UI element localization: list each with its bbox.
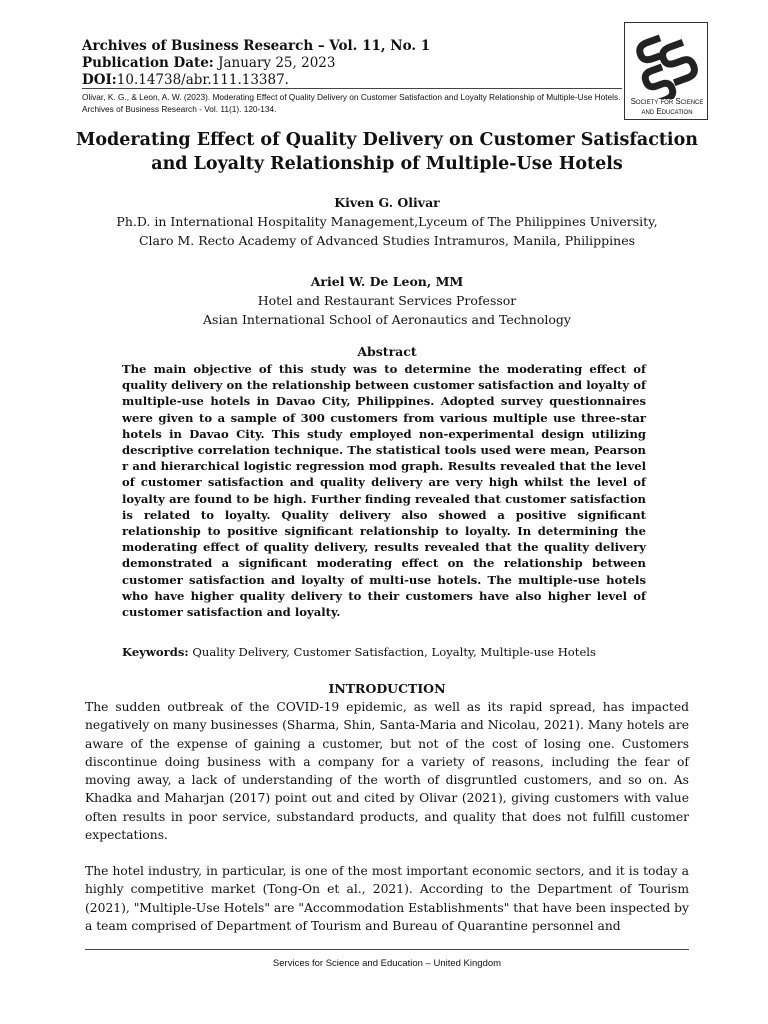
keywords [122,645,662,659]
author-affiliation: Hotel and Restaurant Services Professor [257,293,517,308]
logo-text-line1: Society for Science [630,97,704,106]
introduction-paragraph-1: The sudden outbreak of the COVID-19 epidemic, as well as its rapid spread, has impacted negatively on many businesses (Sharma, Shin, Santa-Maria and Nicolau, 2021). Many hotels are aware of the expense of gaining a customer, but not of the cost of losing one. Customers discontinue doing business with a company for a variety of reasons, including the fear of moving away, a lack of understanding of the worth of disgruntled customers, and so on. As Khadka and Maharjan (2017) point out and cited by Olivar (2021), giving customers with value often results in poor service, substandard products, and quality that does not fulfill customer expectations. [85,700,689,843]
author-block-2 [60,272,714,329]
author-name: Ariel W. De Leon, MM [310,274,464,289]
introduction-paragraph-2: The hotel industry, in particular, is one of the most important economic sectors, and it is today a highly competitive market (Tong-On et al., 2021). According to the Department of Tourism (2021), "Multiple-Use Hotels" are "Accommodation Establishments" that have been inspected by a team comprised of Department of Tourism and Bureau of Quarantine personnel and [85,864,689,933]
sse-logo-icon [631,27,703,99]
keywords-text: Quality Delivery, Customer Satisfaction, Loyalty, Multiple-use Hotels [192,645,596,659]
abstract-text: The main objective of this study was to determine the moderating effect of quality delivery on the relationship between customer satisfaction and loyalty of multiple-use hotels in Davao City, Philippines. Adopted survey questionnaires were given to a sample of 300 customers from various multiple use three-star hotels in Davao City. This study employed non-experimental design utilizing descriptive correlation technique. The statistical tools used were mean, Pearson r and hierarchical logistic regression mod graph. Results revealed that the level of customer satisfaction and quality delivery are very high whilst the level of loyalty are found to be high. Further finding revealed that customer satisfaction is related to loyalty. Quality delivery also showed a positive significant relationship to positive significant relationship to loyalty. In determining the moderating effect of quality delivery, results revealed that the quality delivery demonstrated a significant moderating effect on the relationship between customer satisfaction and loyalty of multi-use hotels. The multiple-use hotels who have higher quality delivery to their customers have also higher level of customer satisfaction and loyalty. [122,362,646,620]
header-divider [82,88,622,89]
paper-title: Moderating Effect of Quality Delivery on Customer Satisfaction and Loyalty Relationship of Multiple-Use Hotels [76,130,698,174]
introduction-heading: INTRODUCTION [328,681,446,696]
abstract-heading: Abstract [357,344,417,359]
sse-logo [624,22,708,120]
journal-header [82,38,622,89]
author-block-1 [60,193,714,250]
publication-date: Publication Date: January 25, 2023 [82,55,336,71]
footer-divider [85,949,689,950]
journal-title: Archives of Business Research – Vol. 11, No. 1 [82,38,431,54]
doi-line: DOI:10.14738/abr.111.13387. [82,72,289,88]
author-affiliation: Asian International School of Aeronautics and Technology [203,312,571,327]
author-affiliation: Claro M. Recto Academy of Advanced Studies Intramuros, Manila, Philippines [138,233,636,248]
page-footer: Services for Science and Education – United Kingdom [272,958,502,969]
author-name: Kiven G. Olivar [334,195,440,210]
logo-text-line2: and Education [641,107,693,116]
author-affiliation: Ph.D. in International Hospitality Management,Lyceum of The Philippines University, [116,214,658,229]
keywords-label: Keywords: [122,645,189,659]
doi-link[interactable]: 10.14738/abr.111.13387. [116,72,289,88]
citation: Olivar, K. G., & Leon, A. W. (2023). Moderating Effect of Quality Delivery on Customer Satisfaction and Loyalty Relationship of Multiple-Use Hotels. Archives of Business Research - Vol. 11(1). 120-134. [82,92,621,114]
